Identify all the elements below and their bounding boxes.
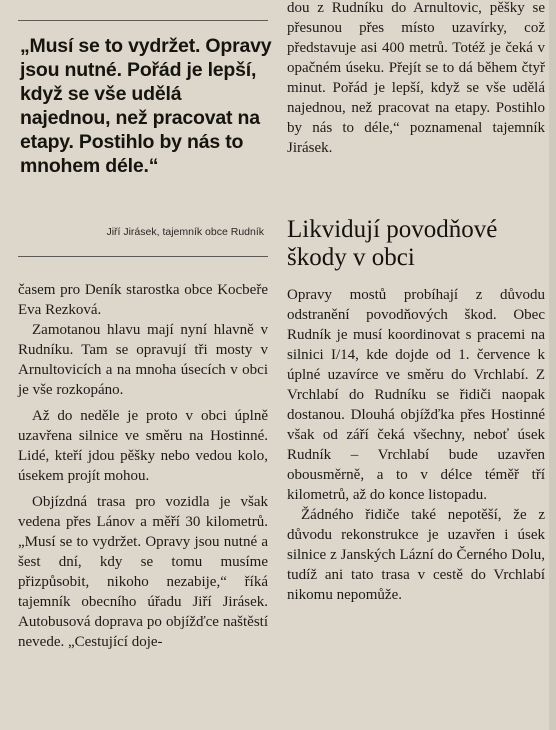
pullquote-text: „Musí se to vydržet. Opravy jsou nutné. Pořád je lepší, když se vše udělá najednou, než pracovat na etapy. Postihlo by nás to mnohem déle.“ [20, 35, 272, 177]
paragraph: Žádného řidiče také nepotěší, že z důvodu rekonstrukce je uzavřen i úsek silnice z Janských Lázní do Černého Dolu, tudíž ani tato trasa v cestě do Vrchlabí nikomu nepomůže. [287, 507, 545, 603]
paragraph: dou z Rudníku do Arnultovic, pěšky se přesunou přes místo uzavírky, což představuje asi 400 metrů. Totéž je čeká v opačném úseku. Přejít se to dá během čtyř minut. Pořád je lepší, když se vše udělá najednou, než pracovat na etapy. Postihlo by nás to déle,“ poznamenal tajemník Jirásek. [287, 0, 545, 156]
pullquote-bottom-rule [18, 256, 268, 257]
paragraph: Zamotanou hlavu mají nyní hlavně v Rudníku. Tam se opravují tři mosty v Arnultovicích a na mnoha úsecích v obci je vše rozkopáno. [18, 322, 268, 398]
pullquote-attribution: Jiří Jirásek, tajemník obce Rudník [106, 226, 264, 238]
paragraph: Objízdná trasa pro vozidla je však vedena přes Lánov a měří 30 kilometrů. „Musí se to vydržet. Opravy jsou nutné a šest dní, kdy se tomu musíme přizpůsobit, nikoho nezabije,“ říká tajemník obecního úřadu Jiří Jirásek. Autobusová doprava po objížďce naštěstí nevede. „Cestující doje- [18, 494, 268, 650]
right-article-body [287, 285, 545, 605]
page-edge [549, 0, 556, 730]
section-headline: Likvidují povodňové škody v obci [287, 216, 498, 271]
left-column [18, 0, 272, 730]
right-column [287, 0, 545, 730]
paragraph: časem pro Deník starostka obce Kocbeře Eva Rezková. [18, 282, 268, 318]
right-article-continuation [287, 0, 545, 158]
left-article-body [18, 280, 268, 652]
paragraph: Opravy mostů probíhají z důvodu odstranění povodňových škod. Obec Rudník je musí koordinovat s pracemi na silnici I/14, kde dojde od 1. července k úplné uzavírce ve směru do Vrchlabí. Z Vrchlabí do Rudníku se řidiči naopak dostanou. Dlouhá objížďka přes Hostinné však od září čeká všechny, neboť úsek Rudník – Vrchlabí bude uzavřen obousměrně, a to v délce téměř tří kilometrů, až do konce listopadu. [287, 287, 545, 503]
pullquote-top-rule [18, 20, 268, 21]
paragraph: Až do neděle je proto v obci úplně uzavřena silnice ve směru na Hostinné. Lidé, kteří jdou pěšky nebo vedou kolo, úsekem projít mohou. [18, 408, 268, 484]
